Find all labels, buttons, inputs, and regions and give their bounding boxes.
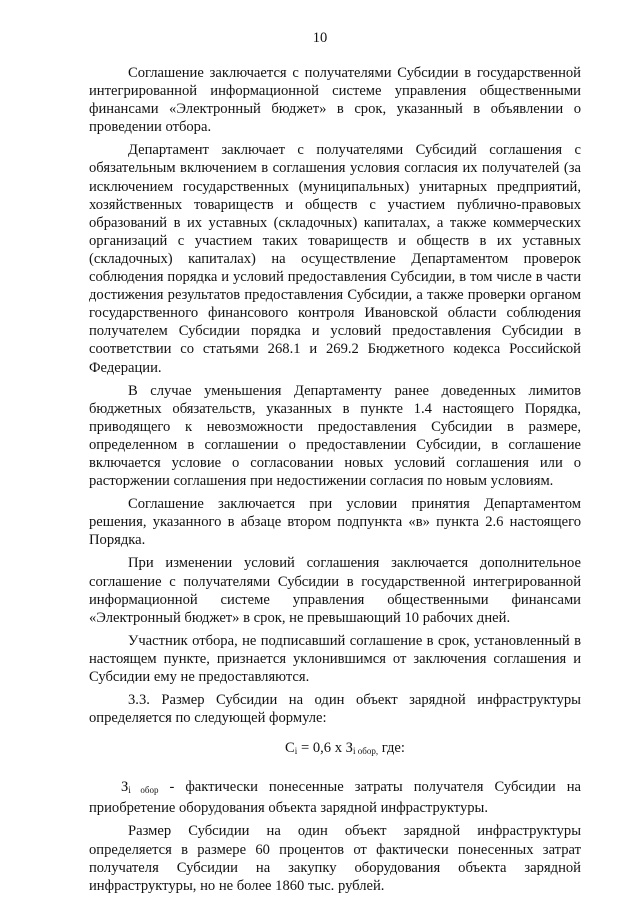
paragraph-subsidy-limit: Размер Субсидии на один объект зарядной инфраструктуры определяется в размере 60 процентов от фактически понесенных затрат получателя Субсидии на закупку оборудования объекта зарядной инфраструктуры, но не более 1860 тыс. рублей. [89, 823, 581, 894]
paragraph-variable-definition [89, 778, 581, 817]
paragraph-decision-condition: Соглашение заключается при условии принятия Департаментом решения, указанного в абзаце втором подпункта «в» пункта 2.6 настоящего Порядка. [89, 496, 581, 549]
formula-lhs: C [285, 740, 295, 757]
paragraph-department-consent: Департамент заключает с получателями Субсидий соглашения с обязательным включением в соглашения условия согласия их получателей (за исключением государственных (муниципальных) унитарных предприятий, хозяйственных товариществ и обществ с участием публично-правовых образований в их уставных (складочных) капиталах, а также коммерческих организаций с участием таких товариществ и обществ в их уставных (складочных) капиталах) на осуществление Департаментом проверок соблюдения порядка и условий предоставления Субсидии, в том числе в части достижения результатов предоставления Субсидии, а также проверки органом государственного финансового контроля Ивановской области соблюдения получателем Субсидии порядка и условий предоставления Субсидии в соответствии со статьями 268.1 и 269.2 Бюджетного кодекса Российской Федерации. [89, 142, 581, 376]
subsidy-formula [89, 739, 581, 760]
document-body [89, 64, 581, 900]
definition-symbol-subscript: i обор [128, 785, 159, 796]
formula-lhs-subscript: i [294, 746, 298, 757]
formula-equation: = 0,6 x З [297, 740, 353, 757]
paragraph-amendment: При изменении условий соглашения заключается дополнительное соглашение с получателями Субсидии в государственной интегрированной информационной системе управления общественными финансами «Электронный бюджет» в срок, не превышающий 10 рабочих дней. [89, 555, 581, 626]
paragraph-evasion: Участник отбора, не подписавший соглашение в срок, установленный в настоящем пункте, признается уклонившимся от заключения соглашения и Субсидии ему не предоставляются. [89, 632, 581, 685]
formula-tail: где: [378, 740, 405, 757]
paragraph-subsidy-size: 3.3. Размер Субсидии на один объект зарядной инфраструктуры определяется по следующей формуле: [89, 692, 581, 727]
page-number: 10 [312, 30, 328, 46]
definition-text: - фактически понесенные затраты получателя Субсидии на приобретение оборудования объекта зарядной инфраструктуры. [89, 779, 581, 817]
paragraph-limits-reduction: В случае уменьшения Департаменту ранее доведенных лимитов бюджетных обязательств, указанных в пункте 1.4 настоящего Порядка, приводящего к невозможности предоставления Субсидии в размере, определенном в соглашении о предоставлении Субсидии, в соглашение включается условие о согласовании новых условий соглашения или о расторжении соглашения при недостижении согласия по новым условиям. [89, 382, 581, 490]
definition-symbol: З [121, 779, 129, 796]
formula-rhs-subscript: i обор, [352, 746, 379, 757]
paragraph-agreement-system: Соглашение заключается с получателями Субсидии в государственной интегрированной информационной системе управления общественными финансами «Электронный бюджет» в срок, указанный в объявлении о проведении отбора. [89, 65, 581, 136]
